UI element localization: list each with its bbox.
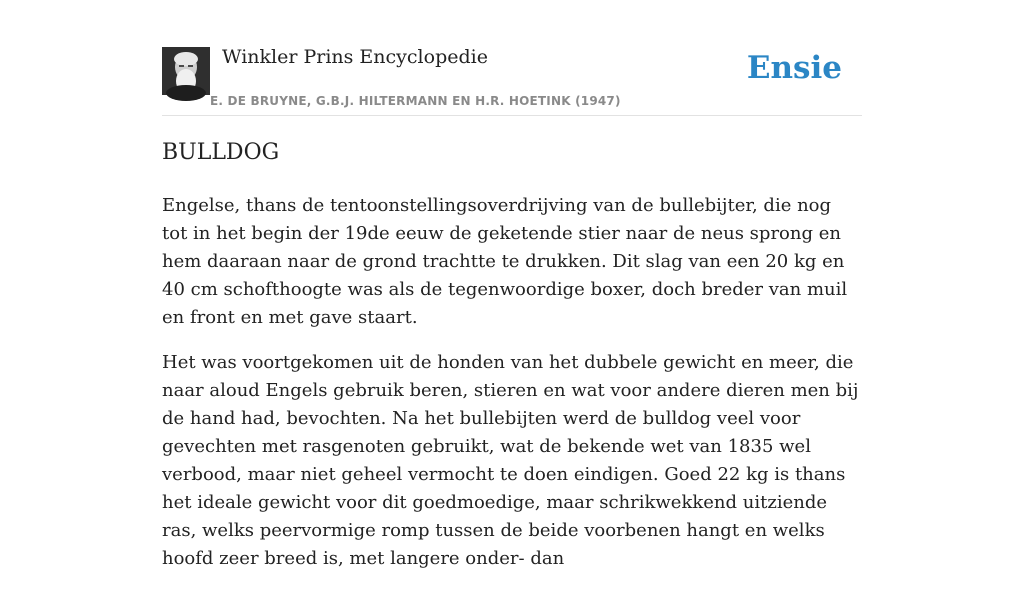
article-body [162, 192, 862, 590]
article-title: BULLDOG [162, 140, 280, 165]
source-authors: E. DE BRUYNE, G.B.J. HILTERMANN EN H.R. HOETINK (1947) [210, 94, 621, 108]
article-paragraph: Het was voortgekomen uit de honden van het dubbele gewicht en meer, die naar aloud Engels gebruik beren, stieren en wat voor andere dieren men bij de hand had, bevochten. Na het bullebijten werd de bulldog veel voor gevechten met rasgenoten gebruikt, wat de bekende wet van 1835 wel verbood, maar niet geheel vermocht te doen eindigen. Goed 22 kg is thans het ideale gewicht voor dit goedmoedige, maar schrikwekkend uitziende ras, welks peervormige romp tussen de beide voorbenen hangt en welks hoofd zeer breed is, met langere onder- dan [162, 352, 859, 569]
ensie-logo[interactable]: Ensie [746, 50, 842, 86]
author-avatar [162, 47, 210, 95]
author-portrait-icon [162, 47, 210, 95]
source-title[interactable]: Winkler Prins Encyclopedie [222, 46, 488, 68]
article-paragraph: Engelse, thans de tentoonstellingsoverdrijving van de bullebijter, die nog tot in het begin der 19de eeuw de geketende stier naar de neus sprong en hem daaraan naar de grond trachtte te drukken. Dit slag van een 20 kg en 40 cm schofthoogte was als de tegenwoordige boxer, doch breder van muil en front en met gave staart. [162, 195, 848, 328]
source-header [162, 44, 862, 116]
